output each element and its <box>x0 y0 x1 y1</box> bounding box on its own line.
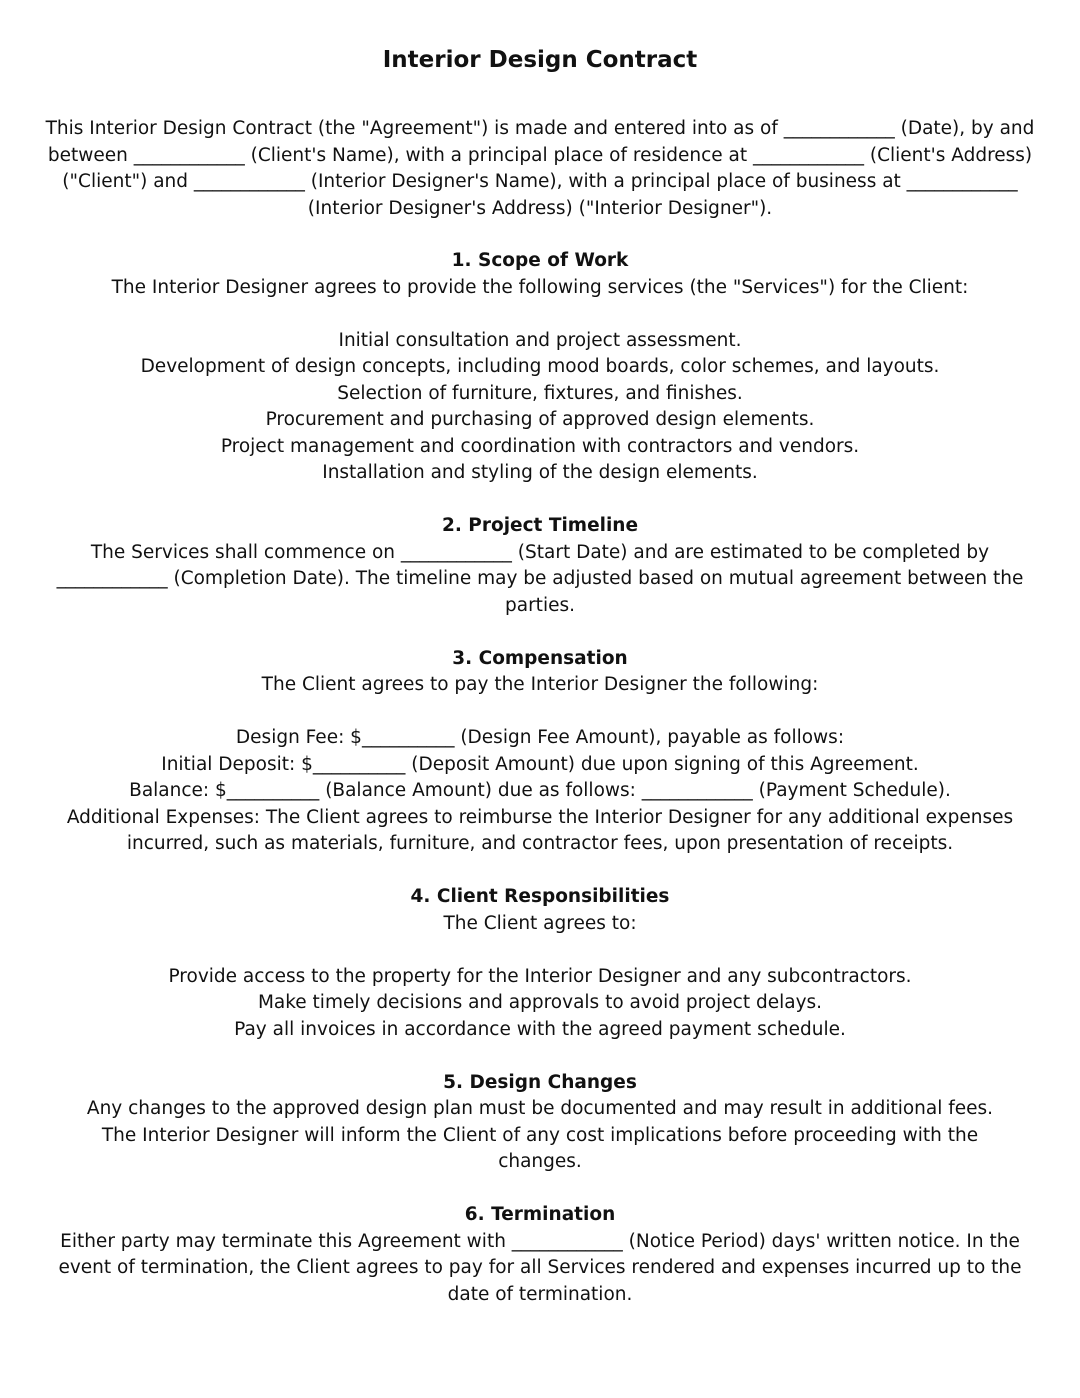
list-item: Additional Expenses: The Client agrees to reimburse the Interior Designer for any additional expenses incurred, such as materials, furniture, and contractor fees, upon presentation of receipts. <box>66 806 1014 854</box>
compensation-list <box>40 725 1040 858</box>
section-body: Either party may terminate this Agreement with ____________ (Notice Period) days' written notice. In the event of termination, the Client agrees to pay for all Services rendered and expenses incurred up to the date of termination. <box>58 1230 1022 1305</box>
list-item: Balance: $__________ (Balance Amount) due as follows: ____________ (Payment Schedule). <box>129 780 951 801</box>
list-item: Provide access to the property for the Interior Designer and any subcontractors. <box>168 965 912 987</box>
list-item: Initial consultation and project assessment. <box>338 329 742 351</box>
list-item: Selection of furniture, fixtures, and finishes. <box>337 382 743 404</box>
list-item: Procurement and purchasing of approved design elements. <box>265 409 815 430</box>
list-item: Pay all invoices in accordance with the agreed payment schedule. <box>234 1018 846 1040</box>
section-scope-of-work <box>40 248 1040 487</box>
intro-paragraph: This Interior Design Contract (the "Agreement") is made and entered into as of ____________ (Date), by and between ____________ (Client's Name), with a principal place of residence at ____________ (Client's Address) ("Client") and ____________ (Interior Designer's Name), with a principal place of business at ____________ (Interior Designer's Address) ("Interior Designer"). <box>45 118 1035 219</box>
section-lead: The Client agrees to: <box>443 912 637 934</box>
list-item: Make timely decisions and approvals to avoid project delays. <box>257 992 823 1013</box>
section-termination <box>40 1202 1040 1308</box>
section-lead: The Client agrees to pay the Interior Designer the following: <box>261 674 819 695</box>
document-title: Interior Design Contract <box>382 47 698 73</box>
list-item: Initial Deposit: $__________ (Deposit Amount) due upon signing of this Agreement. <box>161 753 919 775</box>
section-heading: 3. Compensation <box>452 647 628 669</box>
list-item: Development of design concepts, including mood boards, color schemes, and layouts. <box>140 356 940 377</box>
services-list <box>40 328 1040 487</box>
section-heading: 2. Project Timeline <box>441 515 639 536</box>
section-design-changes <box>40 1070 1040 1176</box>
section-body: The Services shall commence on ____________ (Start Date) and are estimated to be completed by ____________ (Completion Date). The timeline may be adjusted based on mutual agreement between the parties. <box>56 541 1024 616</box>
section-lead: The Interior Designer agrees to provide the following services (the "Services") for the Client: <box>111 276 969 298</box>
responsibilities-list <box>40 964 1040 1044</box>
list-item: Project management and coordination with contractors and vendors. <box>220 435 860 457</box>
section-heading: 4. Client Responsibilities <box>410 886 670 907</box>
section-heading: 6. Termination <box>464 1204 616 1225</box>
section-body: Any changes to the approved design plan must be documented and may result in additional fees. The Interior Designer will inform the Client of any cost implications before proceeding with the changes. <box>86 1098 994 1172</box>
section-compensation <box>40 646 1040 858</box>
section-project-timeline <box>40 513 1040 619</box>
list-item: Installation and styling of the design elements. <box>322 462 758 483</box>
section-heading: 5. Design Changes <box>443 1071 637 1093</box>
list-item: Design Fee: $__________ (Design Fee Amount), payable as follows: <box>235 727 845 748</box>
section-heading: 1. Scope of Work <box>451 250 629 271</box>
section-client-responsibilities <box>40 884 1040 1043</box>
